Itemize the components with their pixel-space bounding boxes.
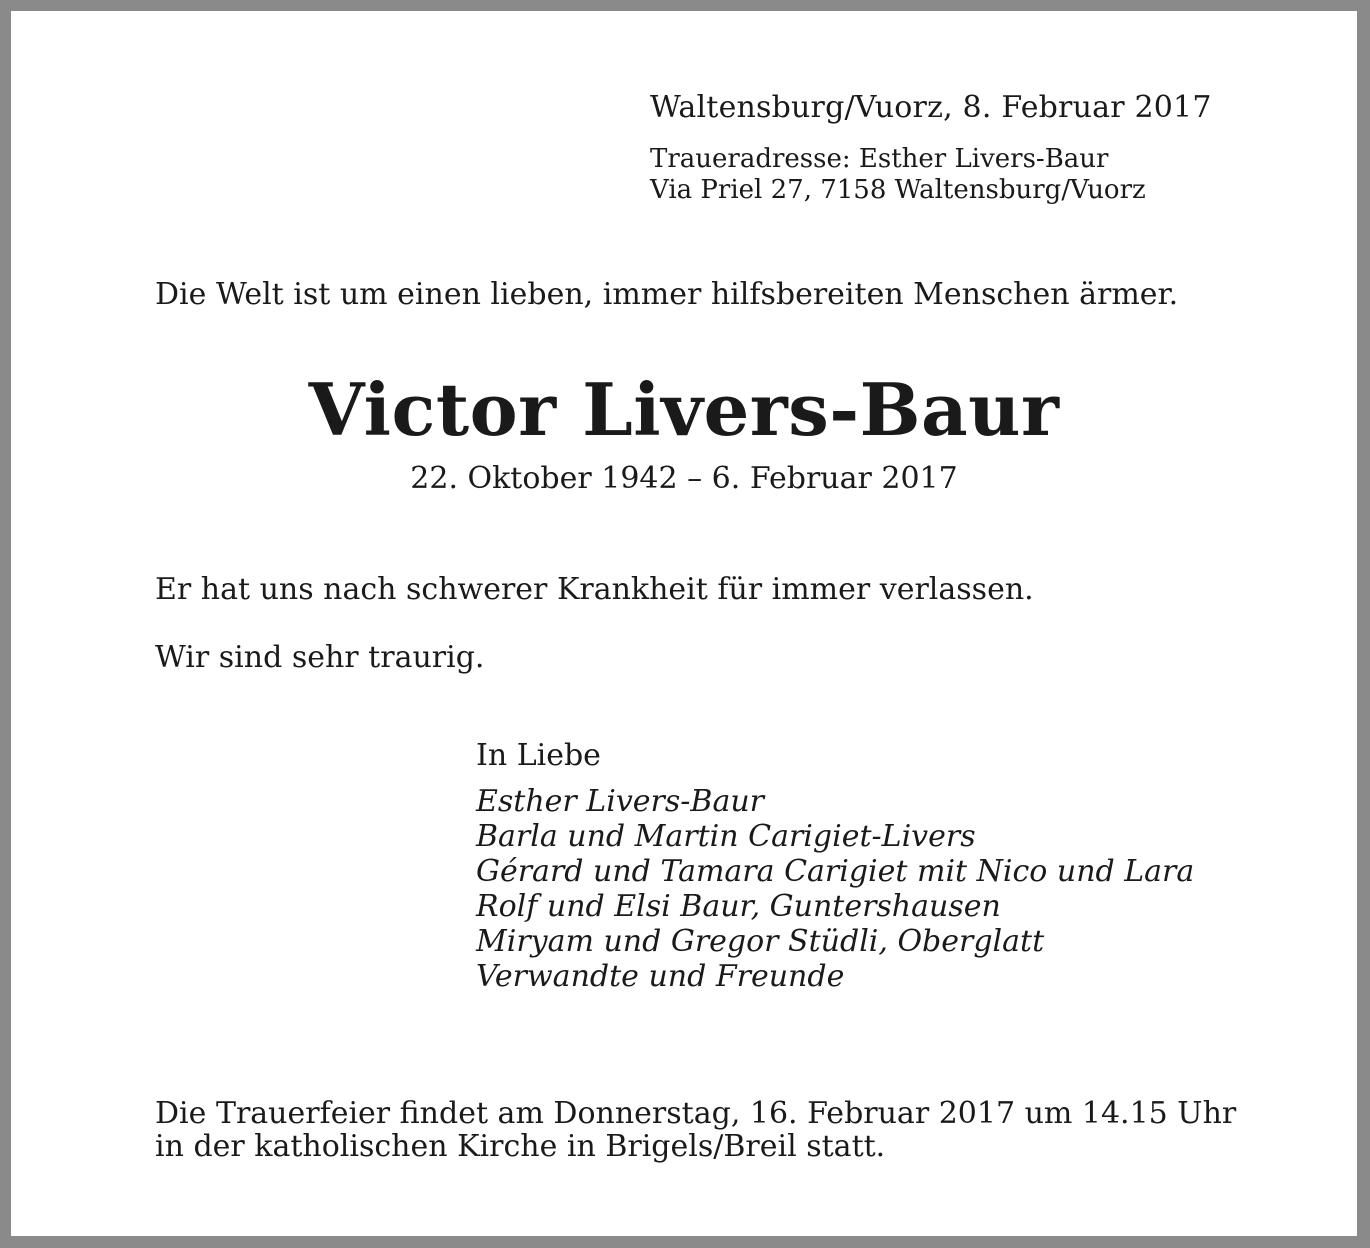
deceased-name: Victor Livers-Baur — [308, 367, 1060, 452]
ceremony-info — [155, 1097, 1236, 1163]
address-line: Traueradresse: Esther Livers-Baur — [650, 144, 1109, 174]
mourners-list — [476, 784, 1194, 994]
mourner-name: Gérard und Tamara Carigiet mit Nico und Lara — [476, 854, 1195, 889]
place-date: Waltensburg/Vuorz, 8. Februar 2017 — [650, 90, 1212, 125]
mourner-name: Miryam und Gregor Stüdli, Oberglatt — [476, 924, 1045, 959]
body-text: Wir sind sehr traurig. — [155, 640, 485, 675]
life-dates: 22. Oktober 1942 – 6. Februar 2017 — [410, 461, 958, 496]
mourning-address — [650, 144, 1146, 206]
address-line: Via Priel 27, 7158 Waltensburg/Vuorz — [650, 175, 1146, 205]
ceremony-line: Die Trauerfeier findet am Donnerstag, 16. Februar 2017 um 14.15 Uhr — [155, 1096, 1237, 1131]
body-text: Er hat uns nach schwerer Krankheit für immer verlassen. — [155, 572, 1034, 607]
ceremony-line: in der katholischen Kirche in Brigels/Breil statt. — [155, 1129, 886, 1164]
signoff-greeting: In Liebe — [476, 738, 601, 773]
mourner-name: Rolf und Elsi Baur, Guntershausen — [476, 889, 1001, 924]
mourner-name: Verwandte und Freunde — [476, 959, 845, 994]
intro-text: Die Welt ist um einen lieben, immer hilfsbereiten Menschen ärmer. — [155, 277, 1179, 312]
mourner-name: Esther Livers-Baur — [476, 784, 764, 819]
mourner-name: Barla und Martin Carigiet-Livers — [476, 819, 976, 854]
obituary-notice — [11, 11, 1357, 1236]
